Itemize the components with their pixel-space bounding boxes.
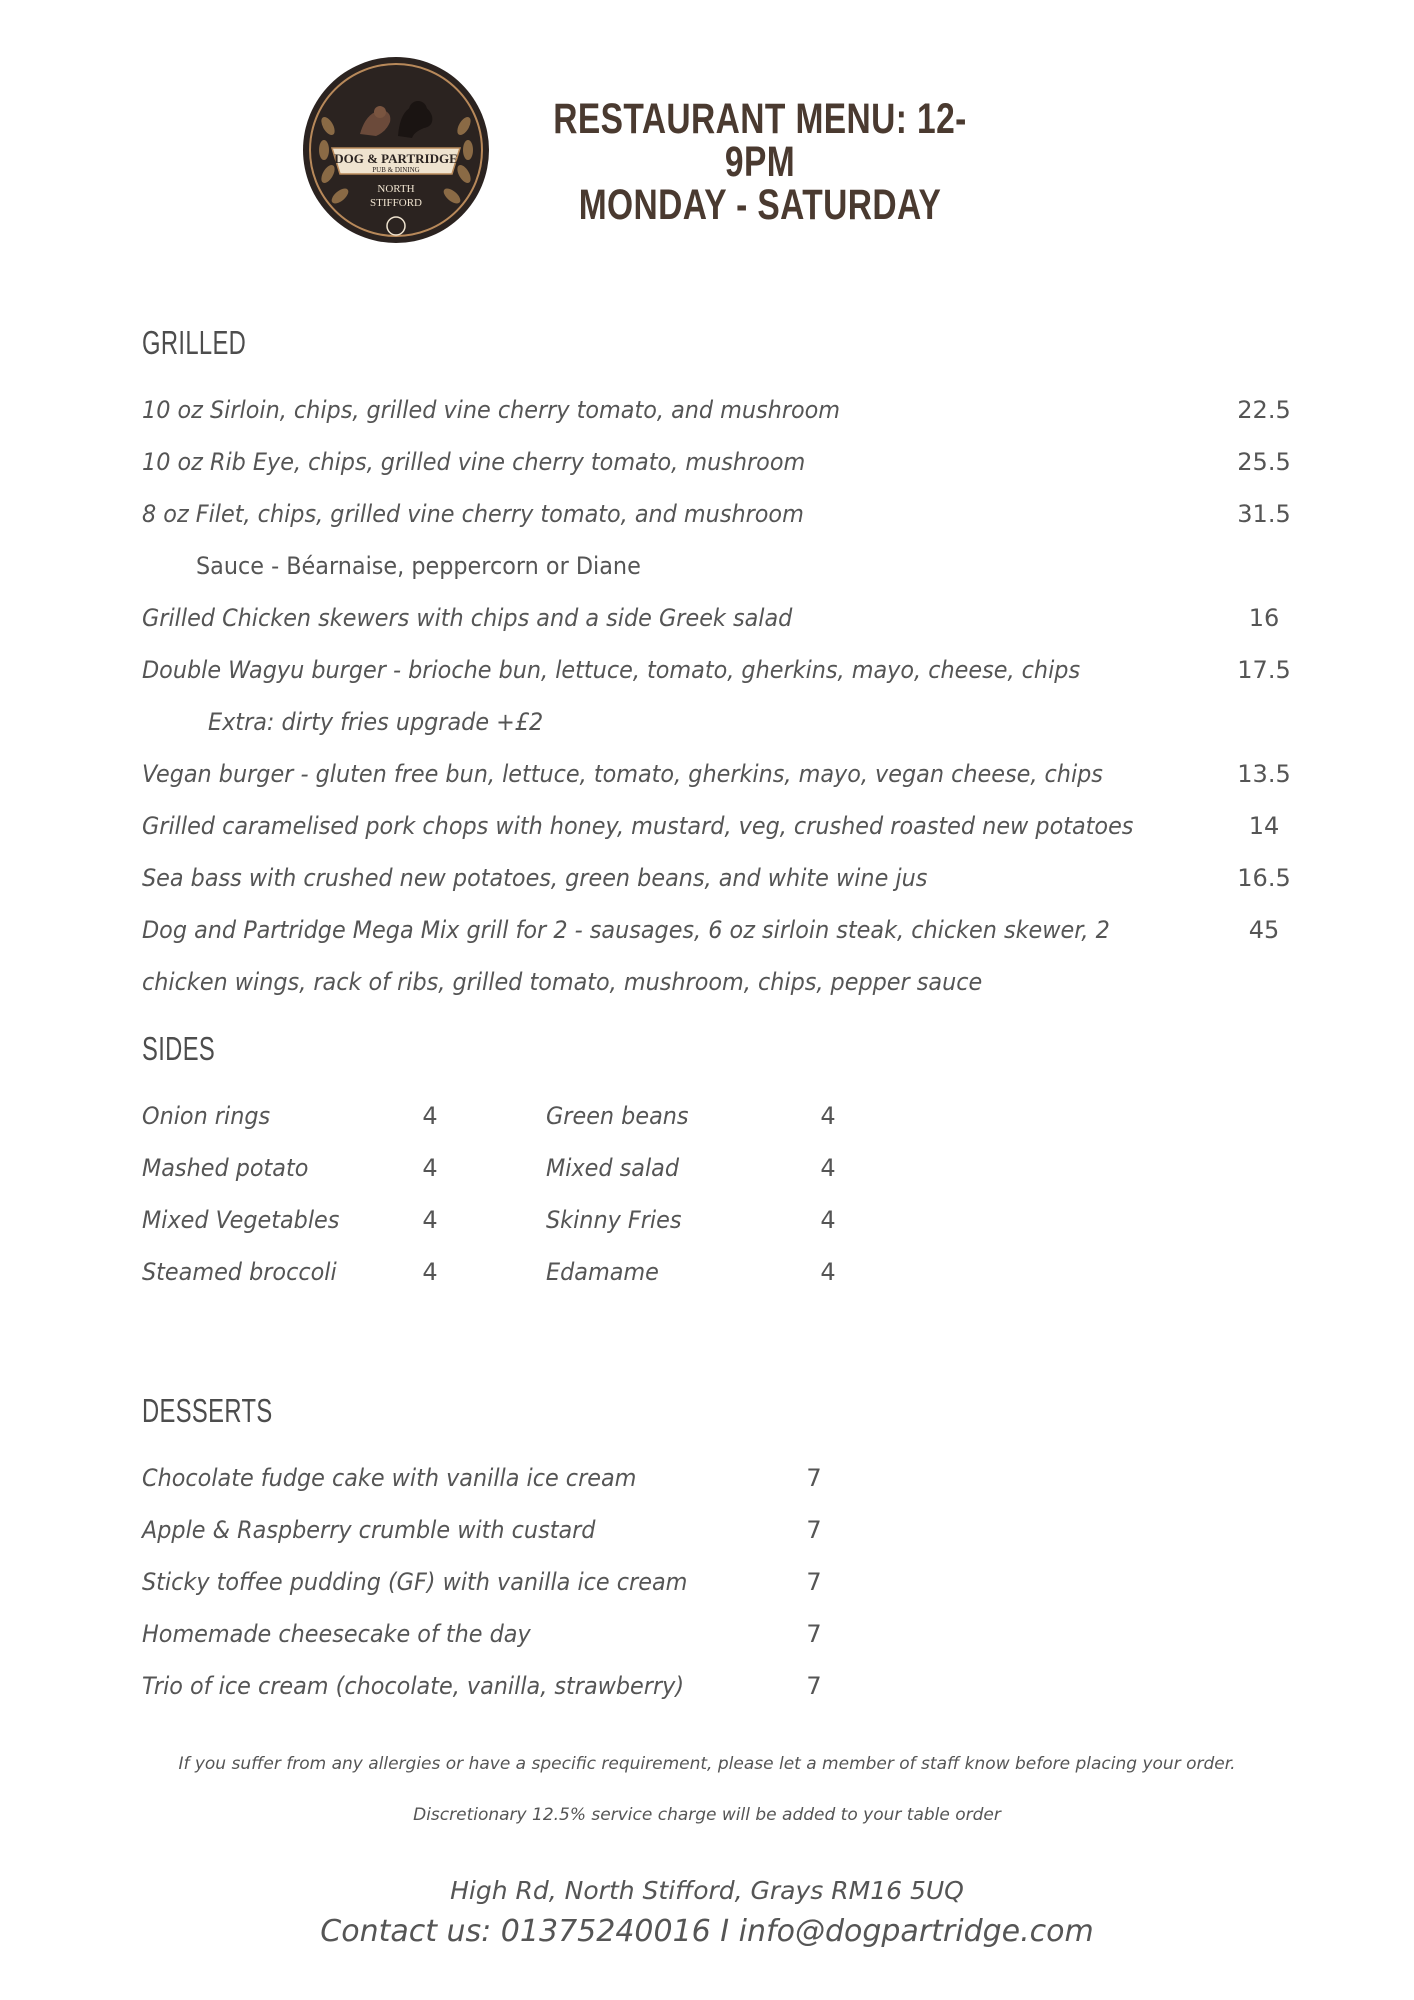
dessert-item-price: 7 — [806, 1672, 822, 1700]
dessert-item: Apple & Raspberry crumble with custard — [142, 1516, 596, 1544]
menu-item: Double Wagyu burger - brioche bun, lettuce, tomato, gherkins, mayo, cheese, chips — [142, 656, 1081, 684]
dessert-item: Chocolate fudge cake with vanilla ice cream — [142, 1464, 637, 1492]
side-item: Onion rings — [142, 1102, 271, 1130]
menu-item-continued: chicken wings, rack of ribs, grilled tomato, mushroom, chips, pepper sauce — [142, 968, 983, 996]
service-charge-notice: Discretionary 12.5% service charge will be added to your table order — [413, 1805, 1001, 1825]
menu-item-price: 13.5 — [1237, 760, 1291, 788]
menu-item-price: 25.5 — [1237, 448, 1291, 476]
side-item-price: 4 — [422, 1102, 438, 1130]
menu-item: 10 oz Sirloin, chips, grilled vine cherry tomato, and mushroom — [142, 396, 841, 424]
menu-item-price: 31.5 — [1237, 500, 1291, 528]
side-item: Steamed broccoli — [142, 1258, 337, 1286]
menu-item-note: Sauce - Béarnaise, peppercorn or Diane — [196, 552, 641, 580]
menu-item-note: Extra: dirty fries upgrade +£2 — [208, 708, 544, 736]
title-line-2: MONDAY - SATURDAY — [578, 181, 942, 229]
menu-item: Grilled Chicken skewers with chips and a side Greek salad — [142, 604, 793, 632]
section-title-sides: SIDES — [142, 1030, 216, 1067]
menu-item: Sea bass with crushed new potatoes, green beans, and white wine jus — [142, 864, 928, 892]
side-item: Mixed Vegetables — [142, 1206, 340, 1234]
dessert-item: Sticky toffee pudding (GF) with vanilla ice cream — [142, 1568, 688, 1596]
dog-and-partridge-logo — [302, 56, 490, 244]
side-item-price: 4 — [422, 1258, 438, 1286]
page-title — [542, 95, 979, 229]
dessert-item: Homemade cheesecake of the day — [142, 1620, 531, 1648]
menu-item-price: 22.5 — [1237, 396, 1291, 424]
menu-item: 8 oz Filet, chips, grilled vine cherry tomato, and mushroom — [142, 500, 804, 528]
dessert-item-price: 7 — [806, 1620, 822, 1648]
title-line-1: RESTAURANT MENU: 12-9PM — [553, 95, 967, 186]
dessert-item-price: 7 — [806, 1464, 822, 1492]
side-item-price: 4 — [422, 1206, 438, 1234]
logo-text-top: DOG & PARTRIDGE — [334, 151, 458, 166]
address: High Rd, North Stifford, Grays RM16 5UQ — [450, 1876, 964, 1905]
dessert-item-price: 7 — [806, 1568, 822, 1596]
menu-item: Grilled caramelised pork chops with honey, mustard, veg, crushed roasted new potatoes — [142, 812, 1134, 840]
side-item-price: 4 — [820, 1258, 836, 1286]
side-item: Mashed potato — [142, 1154, 309, 1182]
menu-item-price: 16.5 — [1237, 864, 1291, 892]
section-title-desserts: DESSERTS — [142, 1392, 273, 1429]
side-item: Green beans — [546, 1102, 689, 1130]
side-item: Mixed salad — [546, 1154, 680, 1182]
allergy-notice: If you suffer from any allergies or have a specific requirement, please let a member of staff know before placing your order. — [178, 1754, 1236, 1774]
contact-info: Contact us: 01375240016 I info@dogpartridge.com — [320, 1914, 1094, 1949]
side-item-price: 4 — [820, 1102, 836, 1130]
menu-item-price: 17.5 — [1237, 656, 1291, 684]
section-title-grilled: GRILLED — [142, 324, 247, 361]
menu-item-price: 14 — [1248, 812, 1280, 840]
dessert-item: Trio of ice cream (chocolate, vanilla, strawberry) — [142, 1672, 685, 1700]
menu-item: Vegan burger - gluten free bun, lettuce, tomato, gherkins, mayo, vegan cheese, chips — [142, 760, 1103, 788]
side-item: Edamame — [546, 1258, 659, 1286]
side-item-price: 4 — [820, 1154, 836, 1182]
menu-item-price: 16 — [1248, 604, 1280, 632]
dessert-item-price: 7 — [806, 1516, 822, 1544]
side-item-price: 4 — [820, 1206, 836, 1234]
logo-text-loc1: NORTH — [377, 183, 415, 195]
menu-item: 10 oz Rib Eye, chips, grilled vine cherry tomato, mushroom — [142, 448, 806, 476]
side-item-price: 4 — [422, 1154, 438, 1182]
side-item: Skinny Fries — [546, 1206, 682, 1234]
logo-text-loc2: STIFFORD — [370, 197, 422, 209]
menu-item-price: 45 — [1248, 916, 1280, 944]
menu-item: Dog and Partridge Mega Mix grill for 2 - sausages, 6 oz sirloin steak, chicken skewer, 2 — [142, 916, 1110, 944]
logo-text-sub: PUB & DINING — [372, 166, 420, 174]
